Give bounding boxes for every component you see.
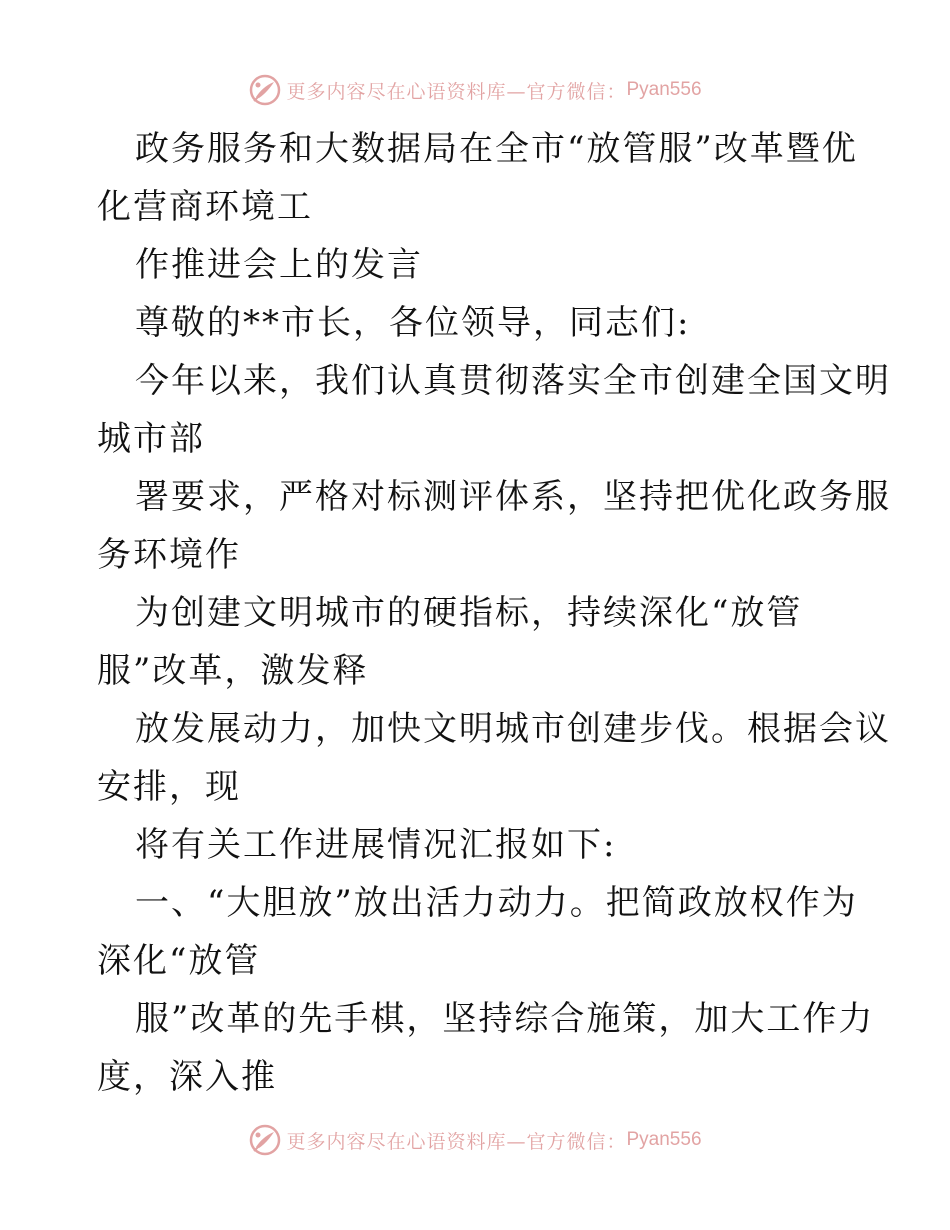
- text-line: 城市部: [97, 419, 205, 459]
- text-line: 化营商环境工: [97, 187, 313, 227]
- text-line: 政务服务和大数据局在全市“放管服”改革暨优: [135, 129, 858, 169]
- watermark-handle: Pyan556: [626, 79, 702, 100]
- quill-logo-icon: [248, 73, 282, 107]
- text-line: 安排，现: [97, 767, 241, 807]
- text-line: 作推进会上的发言: [135, 245, 423, 285]
- text-line: 服”改革的先手棋，坚持综合施策，加大工作力: [135, 999, 875, 1039]
- text-line: 深化“放管: [97, 941, 261, 981]
- text-line: 今年以来，我们认真贯彻落实全市创建全国文明: [135, 361, 891, 401]
- text-line: 将有关工作进展情况汇报如下:: [135, 825, 617, 865]
- text-line: 放发展动力，加快文明城市创建步伐。根据会议: [135, 709, 891, 749]
- watermark-text: 更多内容尽在心语资料库—官方微信：: [286, 80, 627, 103]
- header-watermark: [0, 70, 950, 110]
- text-line: 署要求，严格对标测评体系，坚持把优化政务服: [135, 477, 891, 517]
- text-line: 服”改革，激发释: [97, 651, 369, 691]
- text-line: 尊敬的**市长，各位领导，同志们:: [135, 303, 691, 343]
- footer-watermark: [0, 1120, 950, 1160]
- text-line: 务环境作: [97, 535, 241, 575]
- document-body: [97, 120, 891, 1106]
- watermark-text: 更多内容尽在心语资料库—官方微信：: [286, 1130, 627, 1153]
- quill-logo-icon: [248, 1123, 282, 1157]
- text-line: 度，深入推: [97, 1057, 277, 1097]
- text-line: 为创建文明城市的硬指标，持续深化“放管: [135, 593, 803, 633]
- text-line: 一、“大胆放”放出活力动力。把简政放权作为: [135, 883, 858, 923]
- watermark-handle: Pyan556: [626, 1129, 702, 1150]
